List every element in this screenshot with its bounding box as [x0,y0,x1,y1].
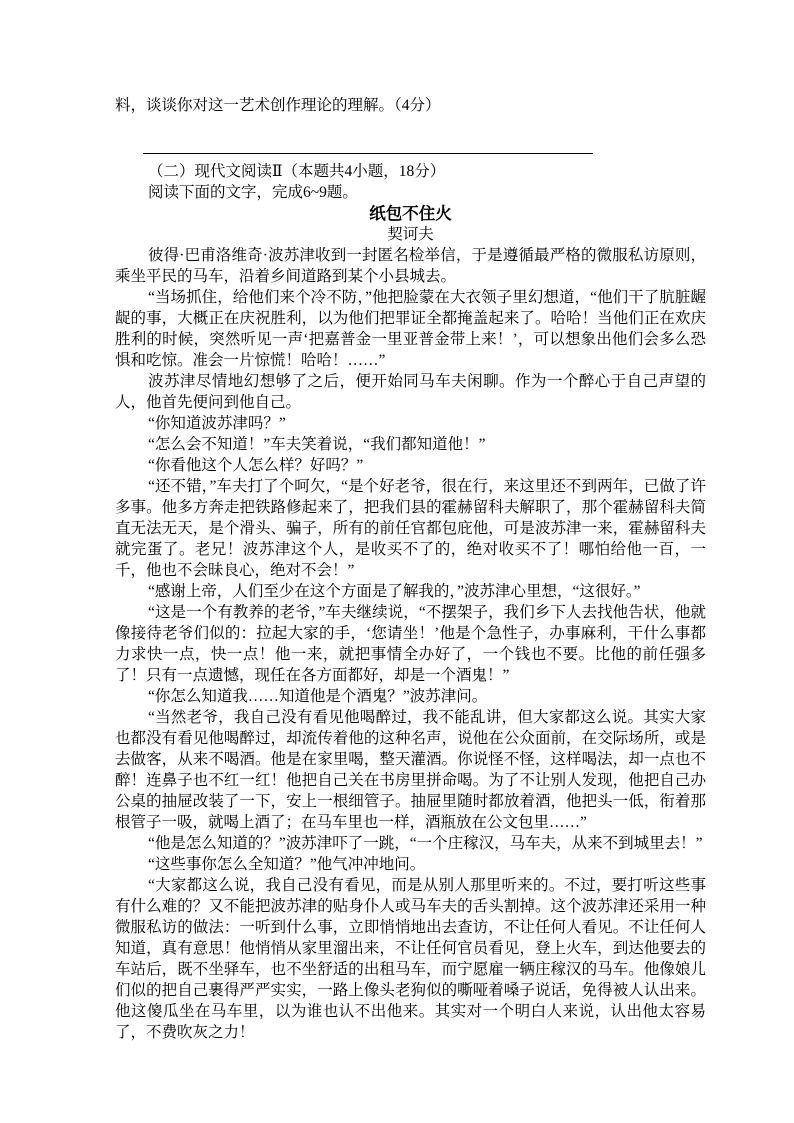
article-paragraph: “当然老爷，我自己没有看见他喝醉过，我不能乱讲，但大家都这么说。其实大家也都没有看见他喝醉过，却流传着他的这种名声，说他在公众面前，在交际场所，或是去做客，从来不喝酒。他是在家里喝，整天灌酒。你说怪不怪，这样喝法，却一点也不醉！连鼻子也不红一红！他把自己关在书房里拼命喝。为了不让别人发现，他把自己办公桌的抽屉改装了一下，安上一根细管子。抽屉里随时都放着酒，他把头一低，衔着那根管子一吸，就喝上酒了；在马车里也一样，酒瓶放在公文包里……” [115,709,706,831]
article-title: 纸包不住火 [369,204,452,223]
continuation-text: 料，谈谈你对这一艺术创作理论的理解。（4分） [115,97,441,114]
article-paragraph: “你怎么知道我……知道他是个酒鬼？”波苏津问。 [148,688,488,705]
article-paragraph: “当场抓住，给他们来个冷不防，”他把脸蒙在大衣领子里幻想道，“他们干了肮脏龌龊的事，大概正在庆祝胜利，以为他们把罪证全都掩盖起来了。哈哈！当他们正在欢庆胜利的时候，突然听见一声‘把嘉普金一里亚普金带上来！’，可以想象出他们会多么恐惧和吃惊。准会一片惊慌！哈哈！……” [115,289,706,369]
section-heading: （二）现代文阅读Ⅱ（本题共4小题，18分） [148,163,446,180]
article-paragraph: “他是怎么知道的？”波苏津吓了一跳，“一个庄稼汉，马车夫，从来不到城里去！” [148,835,703,852]
reading-instruction: 阅读下面的文字，完成6~9题。 [148,184,358,201]
section-divider [143,153,593,154]
article-paragraph: “你知道波苏津吗？” [148,415,286,432]
article-paragraph: “这些事你怎么全知道？”他气冲冲地问。 [148,856,426,873]
article-paragraph: “大家都这么说，我自己没有看见，而是从别人那里听来的。不过，要打听这些事有什么难的？又不能把波苏津的贴身仆人或马车夫的舌头割掉。这个波苏津还采用一种微服私访的做法：一听到什么事，立即悄悄地出去查访，不让任何人看见。不让任何人知道，真有意思！他悄悄从家里溜出来，不让任何官员看见，登上火车，到达他要去的车站后，既不坐驿车，也不坐舒适的出租马车，而宁愿雇一辆庄稼汉的马车。他像娘儿们似的把自己裹得严严实实，一路上像头老狗似的嘶哑着嗓子说话，免得被人认出来。他这傻瓜坐在马车里，以为谁也认不出他来。其实对一个明白人来说，认出他太容易了，不费吹灰之力！ [115,877,706,1041]
article-paragraph: “怎么会不知道！”车夫笑着说，“我们都知道他！” [148,436,486,453]
article-paragraph: “你看他这个人怎么样？好吗？” [148,457,364,474]
article-paragraph: “还不错，”车夫打了个呵欠，“是个好老爷，很在行，来这里还不到两年，已做了许多事。他多方奔走把铁路修起来了，把我们县的霍赫留科夫解职了，那个霍赫留科夫简直无法无天，是个滑头、骗子，所有的前任官都包庇他，可是波苏津一来，霍赫留科夫就完蛋了。老兄！波苏津这个人，是收买不了的，绝对收买不了！哪怕给他一百，一千，他也不会昧良心，绝对不会！” [115,478,706,579]
article-paragraph: 波苏津尽情地幻想够了之后，便开始同马车夫闲聊。作为一个醉心于自己声望的人，他首先便问到他自己。 [115,373,706,411]
article-paragraph: 彼得·巴甫洛维奇·波苏津收到一封匿名检举信，于是遵循最严格的微服私访原则，乘坐平民的马车，沿着乡间道路到某个小县城去。 [115,247,706,285]
article-paragraph: “这是一个有教养的老爷，”车夫继续说，“不摆架子，我们乡下人去找他告状，他就像接待老爷们似的：拉起大家的手，‘您请坐！’他是个急性子，办事麻利，干什么事都力求快一点，快一点！他一来，就把事情全办好了，一个钱也不要。比他的前任强多了！只有一点遗憾，现任在各方面都好，却是一个酒鬼！” [115,604,706,684]
article-paragraph: “感谢上帝，人们至少在这个方面是了解我的，”波苏津心里想，“这很好。” [148,583,641,600]
article-author: 契诃夫 [387,226,434,243]
